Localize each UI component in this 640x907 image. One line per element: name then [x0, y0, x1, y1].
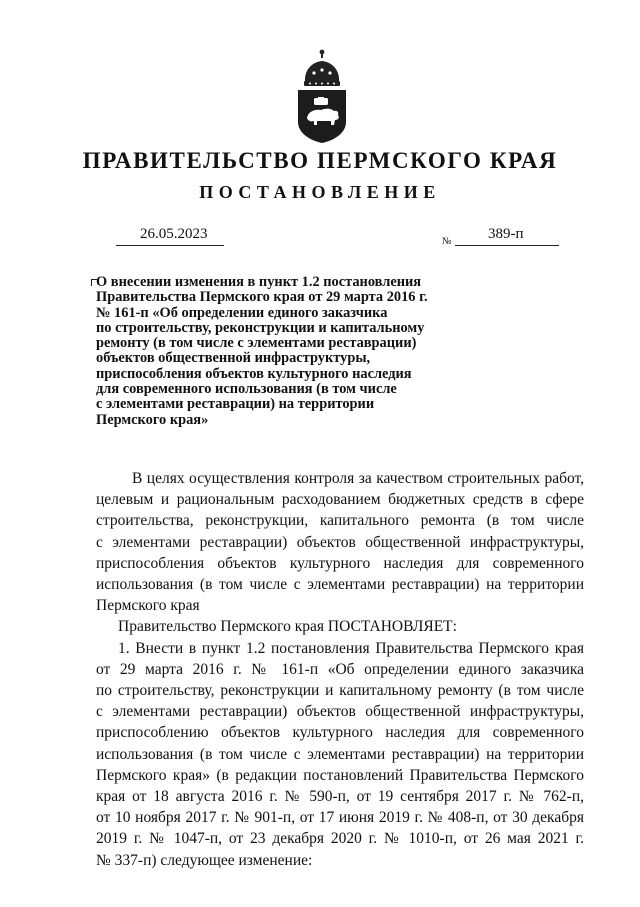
subject-line: приспособления объектов культурного наследия	[96, 365, 412, 382]
number-underline	[455, 245, 559, 246]
subject-line: ремонту (в том числе с элементами реставрации)	[96, 335, 417, 352]
text-line: строительства, реконструкции, капитального ремонта (в том числе	[96, 512, 584, 530]
text-line: № 337-п) следующее изменение:	[96, 851, 313, 869]
document-body	[96, 468, 584, 871]
preamble-paragraph	[96, 468, 584, 616]
text-line: целевым и рациональным расходованием бюджетных средств в сфере	[96, 491, 584, 509]
text-line: края от 18 августа 2016 г. № 590-п, от 19 сентября 2017 г. № 762-п,	[96, 788, 584, 806]
text-line: 1. Внести в пункт 1.2 постановления Правительства Пермского края	[118, 639, 584, 657]
text-line: Пермского края	[96, 597, 200, 615]
subject-line: для современного использования (в том числе	[96, 381, 397, 398]
subject-line: № 161-п «Об определении единого заказчика	[96, 304, 388, 321]
coat-of-arms-icon	[294, 48, 350, 144]
text-line: Пермского края» (в редакции постановлений Правительства Пермского	[96, 766, 584, 784]
text-line: Правительство Пермского края ПОСТАНОВЛЯЕТ:	[118, 618, 457, 636]
document-type-heading: ПОСТАНОВЛЕНИЕ	[199, 182, 441, 202]
text-line: с элементами реставрации) объектов общественной инфраструктуры,	[96, 533, 584, 551]
subject-line: с элементами реставрации) на территории	[96, 396, 375, 413]
text-line: использования (в том числе с элементами реставрации) на территории	[96, 576, 584, 594]
text-line: от 29 марта 2016 г. № 161-п «Об определении единого заказчика	[96, 660, 584, 678]
resolution-paragraph	[96, 616, 584, 637]
text-line: использования (в том числе с элементами реставрации) на территории	[96, 745, 584, 763]
text-line: с элементами реставрации) объектов общественной инфраструктуры,	[96, 703, 584, 721]
subject-line: Пермского края»	[96, 411, 209, 428]
subject-line: О внесении изменения в пункт 1.2 постановления	[96, 274, 422, 290]
subject-line: Правительства Пермского края от 29 марта 2016 г.	[96, 289, 428, 306]
number-sign: №	[442, 236, 452, 247]
date-underline	[116, 245, 224, 246]
text-line: В целях осуществления контроля за качеством строительных работ,	[132, 470, 584, 487]
text-line: приспособлению объектов культурного наследия для современного	[96, 724, 584, 742]
clause-1-paragraph	[96, 638, 584, 871]
document-number: 389-п	[488, 226, 524, 242]
document-subject	[96, 275, 486, 428]
text-line: от 10 ноября 2017 г. № 901-п, от 17 июня 2019 г. № 408-п, от 30 декабря	[96, 809, 584, 827]
organization-title: ПРАВИТЕЛЬСТВО ПЕРМСКОГО КРАЯ	[82, 148, 558, 173]
document-date: 26.05.2023	[140, 226, 208, 242]
text-line: 2019 г. № 1047-п, от 23 декабря 2020 г. № 1010-п, от 26 мая 2021 г.	[96, 830, 584, 848]
subject-line: объектов общественной инфраструктуры,	[96, 350, 371, 367]
text-line: по строительству, реконструкции и капитальному ремонту (в том числе	[96, 682, 584, 700]
subject-line: по строительству, реконструкции и капитальному	[96, 319, 425, 336]
text-line: приспособления объектов культурного наследия для современного	[96, 554, 584, 572]
